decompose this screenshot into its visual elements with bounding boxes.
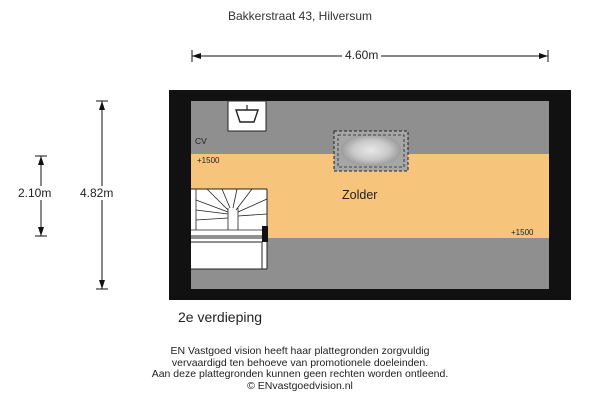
room-label-zolder: Zolder: [342, 188, 378, 202]
staircase-icon: [191, 189, 268, 269]
disclaimer-line: EN Vastgoed vision heeft haar plattegronden zorgvuldig: [170, 345, 430, 357]
arrow-icon: [539, 53, 548, 59]
arrow-icon: [38, 156, 44, 165]
cv-label: CV: [195, 136, 207, 146]
disclaimer-line: Aan deze plattegronden kunnen geen rechten worden ontleend.: [151, 368, 449, 380]
arrow-icon: [99, 280, 105, 289]
height-inner-label: 2.10m: [15, 186, 54, 200]
sink-icon: [228, 101, 266, 131]
arrow-icon: [38, 227, 44, 236]
arrow-icon: [192, 53, 201, 59]
disclaimer: [0, 346, 600, 392]
level-label-right: +1500: [511, 228, 534, 237]
skylight-icon: [334, 131, 408, 171]
address-title: Bakkerstraat 43, Hilversum: [227, 9, 373, 23]
floor-label: 2e verdieping: [178, 309, 263, 325]
height-total-label: 4.82m: [77, 186, 116, 200]
level-label-left: +1500: [197, 156, 220, 165]
disclaimer-line: vervaardigd ten behoeve van promotionele doeleinden.: [171, 356, 429, 369]
disclaimer-line: © ENvastgoedvision.nl: [247, 379, 353, 392]
arrow-icon: [99, 101, 105, 110]
width-dimension-label: 4.60m: [342, 48, 381, 62]
